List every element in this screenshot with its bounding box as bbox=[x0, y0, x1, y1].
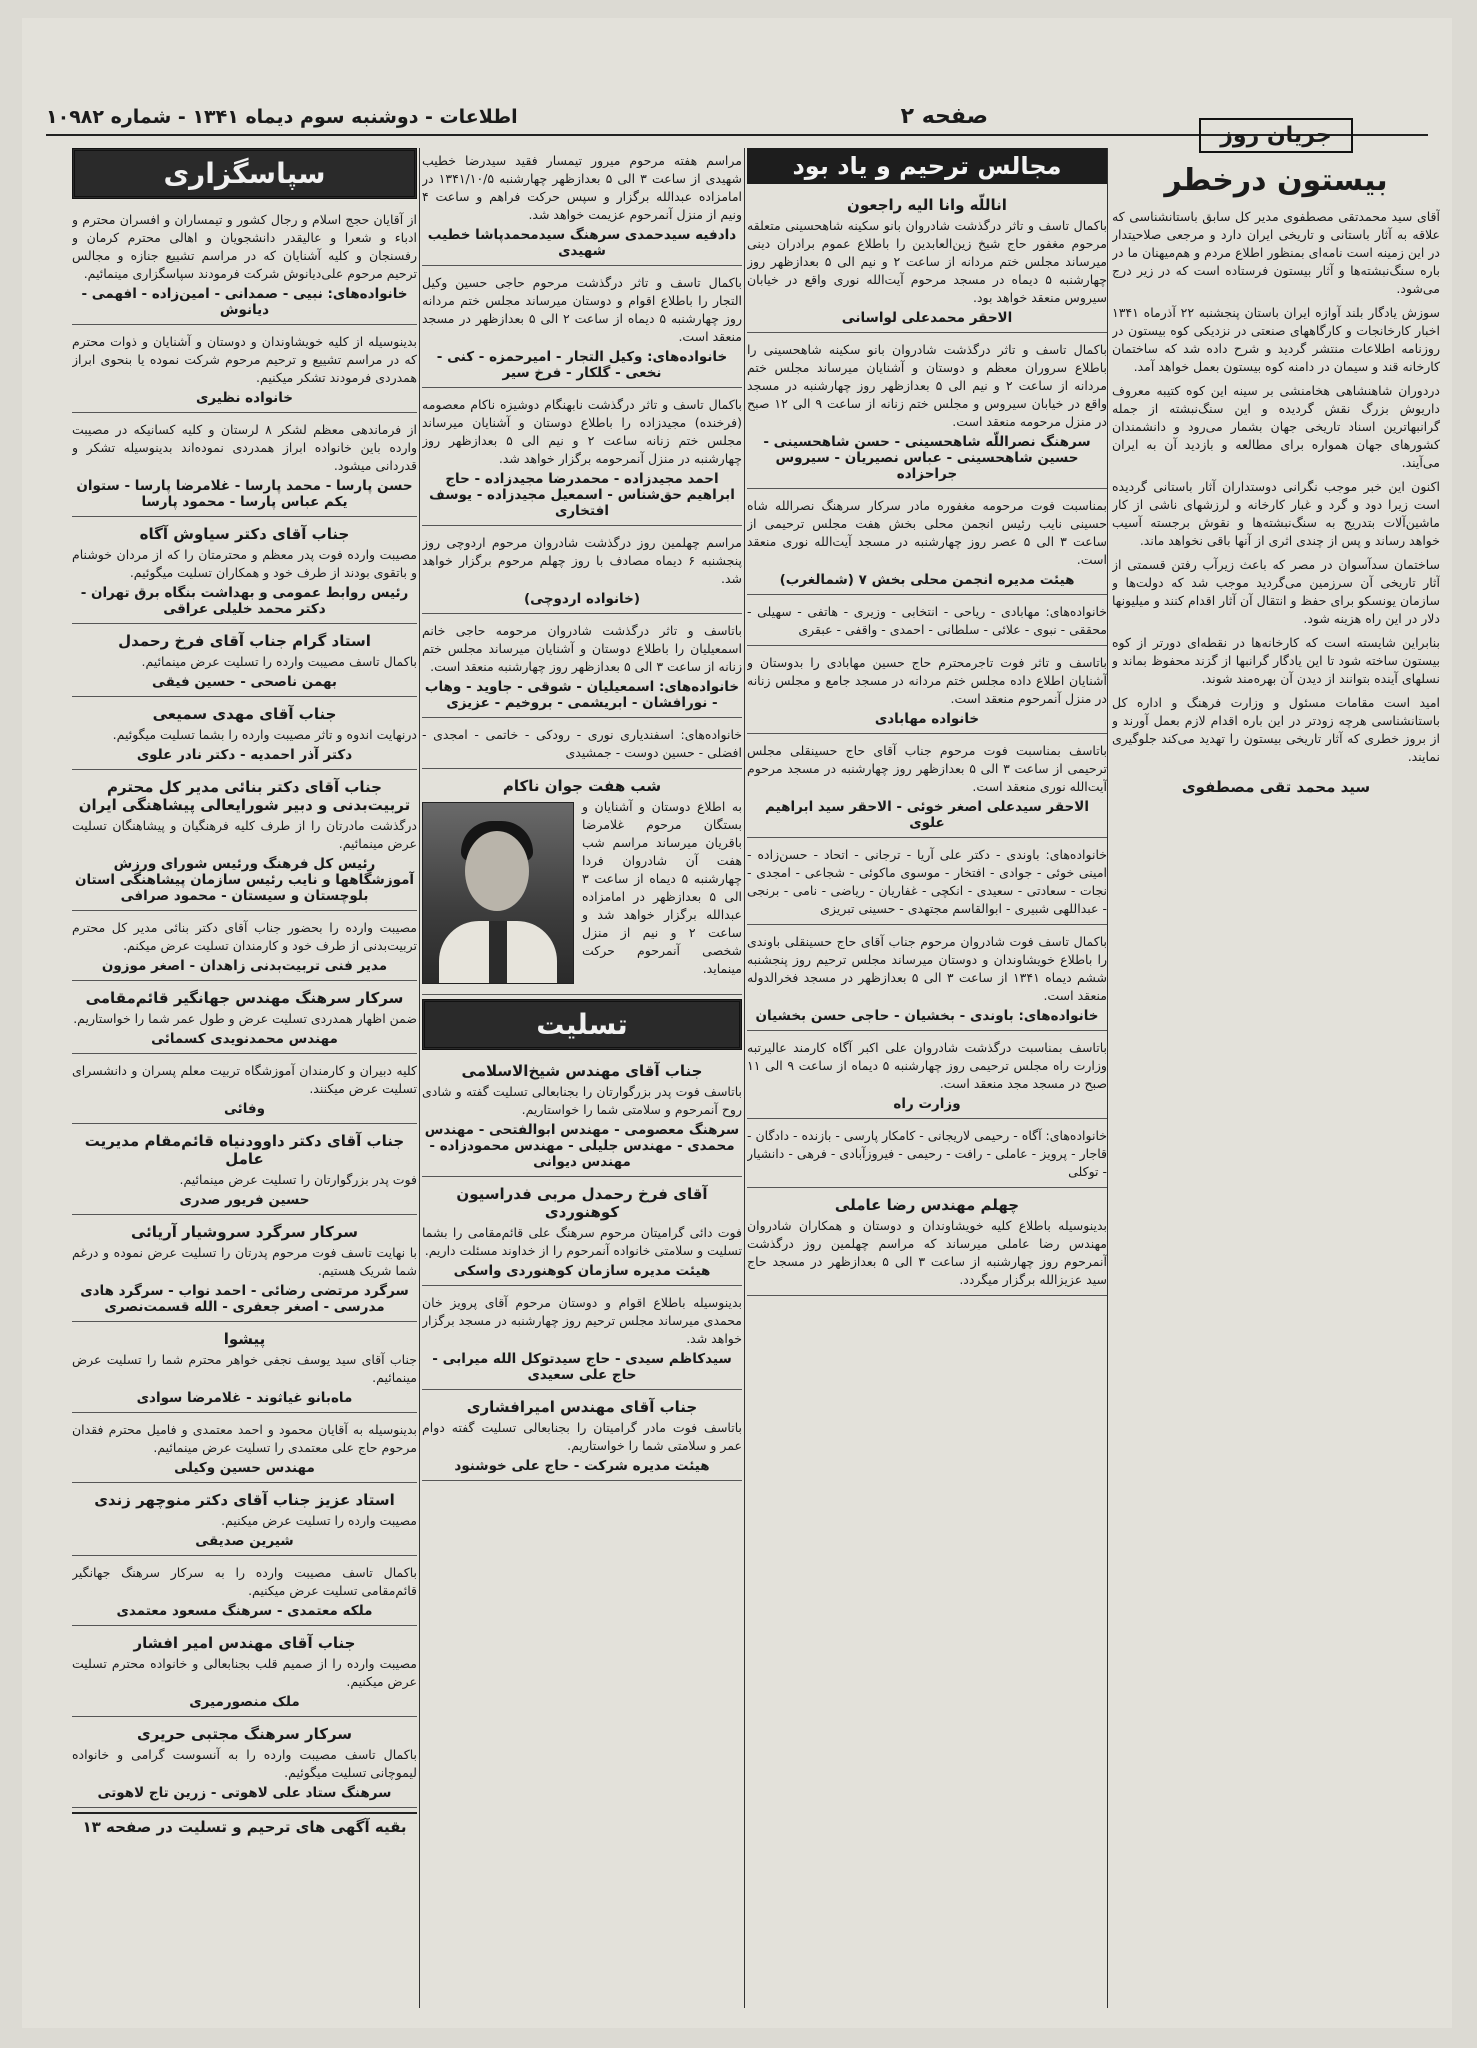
notice-item bbox=[422, 148, 742, 266]
notice-text: بمناسبت فوت مرحومه مغفوره مادر سرکار سرهنگ نصرالله شاه حسینی نایب رئیس انجمن محلی بخش هفت مجلس ترحیمی از ساعت ۳ الی ۵ عصر روز چهارشنبه در مسجد آیت‌الله نوری منعقد است. bbox=[747, 498, 1107, 567]
notice-text: باکمال تاسف و تاثر درگذشت شادروان بانو سکینه شاهحسینی متعلقه مرحوم مغفور حاج شیخ زین‌العابدین را باطلاع عموم برادران دینی میرساند مجلس ختم مردانه از ساعت ۲ و نیم الی ۵ بعدازظهر روز چهارشنبه ۵ دیماه در مسجد مرحوم آیت‌الله نوری واقع در خیابان سیروس منعقد خواهد بود. bbox=[747, 218, 1107, 305]
notice-item bbox=[747, 599, 1107, 646]
notice-signatories: سرهنگ معصومی - مهندس ابوالفتحی - مهندس محمدی - مهندس جلیلی - مهندس محمودزاده - مهندس دیوانی bbox=[424, 1122, 740, 1170]
notice-item bbox=[72, 1630, 417, 1717]
notice-text: باکمال تاسف و تاثر درگذشت نابهنگام دوشیزه ناکام معصومه (فرخنده) مجیدزاده را باطلاع دوستان و آشنایان میرساند مجلس ختم زنانه ساعت ۲ و نیم الی ۵ بعدازظهر روز چهارشنبه در منزل آنمرحومه برگزار خواهد شد. bbox=[422, 397, 742, 466]
notice-text: با نهایت تاسف فوت مرحوم پدرتان را تسلیت عرض نموده و درغم شما شریک هستیم. bbox=[72, 1245, 417, 1278]
notice-heading: جناب آقای مهندس شیخ‌الاسلامی bbox=[461, 1062, 703, 1080]
notice-item bbox=[72, 1128, 417, 1215]
notice-item bbox=[72, 1560, 417, 1626]
notice-text: مراسم هفته مرحوم میرور تیمسار فقید سیدرضا خطیب شهیدی از ساعت ۳ الی ۵ بعدازظهر چهارشنبه ۱۳۴۱/۱۰/۵ در امامزاده عبدالله برگزار و سپس حرکت فراهم و ساعت ۴ ونیم از منزل آنمرحوم عزیمت خواهد شد. bbox=[422, 153, 742, 222]
section-banner: تسلیت bbox=[422, 999, 742, 1050]
notice-heading: جناب آقای مهدی سمیعی bbox=[152, 705, 337, 723]
notice-heading: جناب آقای مهندس امیرافشاری bbox=[466, 1398, 698, 1416]
notice-item bbox=[747, 842, 1107, 925]
notice-item bbox=[72, 1721, 417, 1808]
notice-heading: سرکار سرهنگ مجتبی حریری bbox=[136, 1725, 353, 1743]
notice-item bbox=[72, 985, 417, 1054]
notice-text: مصیبت وارده را از صمیم قلب بجنابعالی و خانواده محترم تسلیت عرض میکنیم. bbox=[72, 1656, 417, 1689]
notice-signatories: خانواده‌های: وکیل التجار - امیرحمزه - کنی - نخعی - گلکار - فرخ سیر bbox=[436, 349, 728, 381]
article-paragraph: سوزش یادگار بلند آوازه ایران باستان پنجشنبه ۲۲ آذرماه ۱۳۴۱ اخبار کارخانجات و کارگاههای صنعتی در نزدیکی کوه بیستون در روزنامه اطلاعات منتشر گردید و شرح داده شد که ساختمان کارخانه قند و سیمان در دامنه کوه بیستون بعمل خواهد آمد. bbox=[1112, 305, 1440, 374]
notice-signatories: هیئت مدیره سازمان کوهنوردی واسکی bbox=[453, 1263, 711, 1279]
notice-signatories: ملک منصورمیری bbox=[189, 1694, 300, 1710]
notice-signatories: خانواده‌های: باوندی - بخشیان - حاجی حسن بخشیان bbox=[755, 1008, 1099, 1024]
notice-item bbox=[72, 207, 417, 325]
notice-text: باتاسف بمناسبت فوت مرحوم جناب آقای حاج حسینقلی مجلس ترحیمی از ساعت ۳ الی ۵ بعدازظهر روز چهارشنبه در مسجد مرحوم آیت‌الله نوری منعقد است. bbox=[747, 743, 1107, 794]
notice-heading: جناب آقای مهندس امیر افشار bbox=[133, 1634, 356, 1652]
notice-item bbox=[422, 1181, 742, 1286]
notice-text: خانواده‌های: مهابادی - ریاحی - انتخابی - وزیری - هاتفی - سهیلی - محققی - نبوی - علائی - سلطانی - احمدی - واقفی - عبقری bbox=[747, 604, 1107, 637]
notice-signatories: رئیس روابط عمومی و بهداشت بنگاه برق تهران - دکتر محمد خلیلی عراقی bbox=[80, 585, 409, 617]
notice-item bbox=[747, 493, 1107, 595]
column-rule bbox=[744, 148, 745, 2008]
notice-signatories: حسن پارسا - محمد پارسا - غلامرضا پارسا - ستوان یکم عباس پارسا - محمود پارسا bbox=[76, 478, 413, 510]
notice-heading: پیشوا bbox=[223, 1330, 266, 1348]
newspaper-page bbox=[22, 18, 1452, 2028]
notice-item bbox=[72, 915, 417, 981]
notice-text: مصیبت وارده را بحضور جناب آقای دکتر بنائی مدیر کل محترم تربیت‌بدنی از طرف خود و کارمندان تسلیت عرض میکنم. bbox=[72, 920, 417, 953]
notice-text: به اطلاع دوستان و آشنایان و بستگان مرحوم غلامرضا باقریان میرساند مراسم شب هفت آن شادروان فردا چهارشنبه ۵ دیماه از ساعت ۳ الی ۵ بعدازظهر در امامزاده عبدالله برگزار خواهد شد و ساعت ۲ و نیم از منزل شخصی آنمرحوم حرکت مینماید. bbox=[582, 799, 742, 976]
notice-heading: جناب آقای دکتر سیاوش آگاه bbox=[139, 525, 350, 543]
notice-signatories: خانواده نظیری bbox=[195, 390, 294, 406]
notice-item bbox=[72, 774, 417, 911]
notice-item bbox=[72, 329, 417, 413]
notice-signatories: الاحقر محمدعلی لواسانی bbox=[841, 310, 1013, 326]
notice-signatories: مدیر فنی تربیت‌بدنی زاهدان - اصغر موزون bbox=[101, 958, 388, 974]
notice-signatories: سیدکاظم سیدی - حاج سیدتوکل الله میرابی - حاج علی سعیدی bbox=[432, 1351, 732, 1383]
notice-item bbox=[72, 417, 417, 517]
notice-heading: سرکار سرهنگ مهندس جهانگیر قائم‌مقامی bbox=[85, 989, 404, 1007]
notice-signatories: دادفیه سیدحمدی سرهنگ سیدمحمدپاشا خطیب شهیدی bbox=[427, 227, 737, 259]
page-number: صفحه ۲ bbox=[900, 104, 988, 129]
notice-signatories: حسین فریور صدری bbox=[179, 1192, 310, 1208]
notice-text: باتاسف و تاثر فوت تاجرمحترم حاج حسین مهابادی را بدوستان و آشنایان اطلاع داده مجلس ختم مردانه در مسجد جامع و مجلس زنانه در منزل آنمرحوم منعقد است. bbox=[747, 655, 1107, 706]
notice-item bbox=[747, 929, 1107, 1031]
notice-signatories: ماه‌بانو غیاثوند - غلامرضا سوادی bbox=[136, 1390, 353, 1406]
notice-text: مصیبت وارده فوت پدر معظم و محترمتان را که از مردان خوشنام و باتقوی بودند از طرف خود و همکاران تسلیت میگوئیم. bbox=[72, 547, 417, 580]
notice-signatories: هیئت مدیره انجمن محلی بخش ۷ (شمالغرب) bbox=[779, 572, 1075, 588]
notice-heading: استاد عزیز جناب آقای دکتر منوچهر زندی bbox=[94, 1491, 395, 1509]
notice-text: باکمال تاسف مصیبت وارده را تسلیت عرض مینمائیم. bbox=[141, 654, 417, 669]
notice-text: کلیه دبیران و کارمندان آموزشگاه تربیت معلم پسران و دانشسرای تسلیت عرض میکنند. bbox=[72, 1063, 417, 1096]
notice-text: باکمال تاسف و تاثر درگذشت شادروان بانو سکینه شاهحسینی را باطلاع سروران معظم و دوستان و آشنایان میرساند مجلس ختم مردانه از ساعت ۲ و نیم الی ۵ بعدازظهر روز چهارشنبه در مسجد واقع در خیابان سیروس و مجلس ختم زنانه از ساعت ۹ الی ۱۲ صبح در منزل مرحومه منعقد است. bbox=[747, 342, 1107, 429]
notice-text: فوت پدر بزرگوارتان را تسلیت عرض مینمائیم. bbox=[179, 1172, 417, 1187]
column-notices bbox=[422, 148, 742, 2008]
section-title: جریان روز bbox=[1199, 118, 1353, 153]
notice-item bbox=[72, 1219, 417, 1322]
notice-item bbox=[422, 1058, 742, 1177]
notice-text: باتاسف فوت مادر گرامیتان را بجنابعالی تسلیت گفته دوام عمر و سلامتی شما را خواستاریم. bbox=[422, 1420, 742, 1453]
notice-list bbox=[422, 148, 742, 995]
notice-heading: جناب آقای دکتر داوودنیاه قائم‌مقام مدیریت عامل bbox=[84, 1132, 405, 1168]
notice-signatories: ملکه معتمدی - سرهنگ مسعود معتمدی bbox=[116, 1603, 373, 1619]
article-paragraph: دردوران شاهنشاهی هخامنشی بر سینه این کوه کتیبه معروف داریوش بزرگ نقش گردیده و این سنگ‌نبشته از جمله گرانبهاترین اسناد تاریخی جهان بشمار می‌رود و دانشمندان کشورهای جهان همواره برای مطالعه و بازدید آن به ایران می‌آیند. bbox=[1112, 383, 1440, 470]
notice-item bbox=[422, 722, 742, 769]
notice-signatories: سرهنگ ستاد علی لاهوتی - زرین تاج لاهوتی bbox=[97, 1785, 392, 1801]
notice-signatories: مهندس محمدنویدی کسمائی bbox=[151, 1031, 338, 1047]
notice-signatories: (خانواده اردوچی) bbox=[523, 591, 640, 607]
notice-signatories: دکتر آذر احمدیه - دکتر نادر علوی bbox=[136, 747, 353, 763]
notice-item bbox=[72, 1487, 417, 1556]
article-headline: بیستون درخطر bbox=[1164, 163, 1388, 198]
notice-list bbox=[747, 192, 1107, 1296]
notice-text: باتاسف و تاثر درگذشت شادروان مرحومه حاجی خانم اسمعیلیان را باطلاع دوستان و آشنایان میرساند مجلس ختم زنانه از ساعت ۳ الی ۵ بعدازظهر روز چهارشنبه منعقد است. bbox=[422, 623, 742, 674]
notice-item bbox=[422, 618, 742, 718]
notice-heading: آقای فرخ رحمدل مربی فدراسیون کوهنوردی bbox=[456, 1185, 708, 1221]
article-paragraph: آقای سید محمدتقی مصطفوی مدیر کل سابق باستانشناسی که علاقه به آثار باستانی و تاریخی ایران دارد و مرجعی صلاحیتدار در این زمینه است نامه‌ای بمنظور اطلاع مردم و هم‌میهنان ما در باره سنگ‌نبشته‌ها و آثار بیستون فرستاده است که در زیر درج می‌شود. bbox=[1112, 209, 1440, 296]
column-rule bbox=[1107, 148, 1108, 2008]
notice-item bbox=[422, 773, 742, 995]
notice-text: جناب آقای سید یوسف نجفی خواهر محترم شما را تسلیت عرض مینمائیم. bbox=[72, 1352, 417, 1385]
notice-signatories: وفائی bbox=[223, 1101, 266, 1117]
notice-text: باکمال تاسف مصیبت وارده را به آنسوست گرامی و خانواده لیموچانی تسلیت میگوئیم. bbox=[72, 1747, 417, 1780]
notice-signatories: رئیس کل فرهنگ ورئیس شورای ورزش آموزشگاهها و نایب رئیس سازمان پیشاهنگی استان بلوچستان و سیستان - محمود صرافی bbox=[74, 856, 415, 904]
notice-item bbox=[72, 701, 417, 770]
notice-item bbox=[72, 628, 417, 697]
notice-item bbox=[72, 521, 417, 624]
notice-text: باکمال تاسف مصیبت وارده را به سرکار سرهنگ جهانگیر قائم‌مقامی تسلیت عرض میکنیم. bbox=[72, 1565, 417, 1598]
notice-item bbox=[422, 392, 742, 526]
notice-signatories: احمد مجیدزاده - محمدرضا مجیدزاده - حاج ابراهیم حق‌شناس - اسمعیل مجیدزاده - یوسف افتخاری bbox=[429, 471, 735, 519]
notice-heading: استاد گرام جناب آقای فرخ رحمدل bbox=[118, 632, 371, 650]
notice-text: از فرماندهی معظم لشکر ۸ لرستان و کلیه کسانیکه در مصیبت وارده باین خانواده ابراز همدردی نموده‌اند بدینوسیله تشکر و قدردانی میشود. bbox=[72, 422, 417, 473]
notice-item bbox=[422, 1290, 742, 1390]
notice-text: درنهایت اندوه و تاثر مصیبت وارده را بشما تسلیت میگوئیم. bbox=[112, 727, 417, 742]
notice-heading: شب هفت جوان ناکام bbox=[502, 777, 662, 795]
condolence-list bbox=[422, 1058, 742, 1481]
notice-item bbox=[747, 738, 1107, 838]
article-paragraph: ساختمان سدآسوان در مصر که باعث زیرآب رفتن قسمتی از آثار تاریخی آن سرزمین می‌گردید موجب شد که دولت‌ها و سازمان یونسکو برای حفظ و انتقال آن آثار اقدام کنند و میلیونها دلار در این راه هزینه شود. bbox=[1112, 557, 1440, 626]
notice-signatories: شیرین صدیقی bbox=[195, 1533, 294, 1549]
notice-text: بدینوسیله باطلاع کلیه خویشاوندان و دوستان و همکاران شادروان مهندس رضا عاملی میرساند که مراسم چهلمین روز درگذشت آنمرحوم روز چهارشنبه از ساعت ۳ الی ۵ بعدازظهر در مسجد حاج سید عزیزالله برگزار میگردد. bbox=[747, 1218, 1107, 1287]
article-paragraph: اکنون این خبر موجب نگرانی دوستداران آثار باستانی گردیده است زیرا دود و گرد و غبار کارخانه و لرزشهای ناشی از کار ماشین‌آلات بتدریج به سنگ‌نبشته‌ها و نقوش برجسته آسیب خواهد رساند و پس از چندی اثری از آنها باقی نخواهد ماند. bbox=[1112, 479, 1440, 548]
column-thanks bbox=[72, 148, 417, 2008]
notice-text: مراسم چهلمین روز درگذشت شادروان مرحوم اردوچی روز پنجشنبه ۶ دیماه مصادف با روز چهلم مرحوم برگزار خواهد شد. bbox=[422, 535, 742, 586]
section-banner: سپاسگزاری bbox=[72, 148, 417, 199]
notice-signatories: سرهنگ نصراللّه شاهحسینی - حسن شاهحسینی - حسین شاهحسینی - عباس نصیریان - سیروس جراحزاده bbox=[763, 434, 1091, 482]
column-memorials bbox=[747, 148, 1107, 2008]
column-jarian-ruz bbox=[1112, 118, 1440, 2018]
notice-text: ضمن اظهار همدردی تسلیت عرض و طول عمر شما را خواستاریم. bbox=[73, 1011, 417, 1026]
notice-text: باکمال تاسف و تاثر درگذشت مرحوم حاجی حسین وکیل التجار را باطلاع اقوام و دوستان میرساند مجلس ختم مردانه روز چهارشنبه ۵ دیماه از ساعت ۲ الی ۵ بعدازظهر در مسجد منعقد است. bbox=[422, 275, 742, 344]
notice-list bbox=[72, 207, 417, 1808]
notice-item bbox=[72, 1326, 417, 1413]
notice-signatories: وزارت راه bbox=[893, 1096, 961, 1112]
notice-text: درگذشت مادرتان را از طرف کلیه فرهنگیان و پیشاهنگان تسلیت عرض مینمائیم. bbox=[72, 818, 417, 851]
article-paragraph: بنابراین شایسته است که کارخانه‌ها در نقطه‌ای دورتر از کوه بیستون ساخته شود تا این یادگار گرانبها از گزند محفوظ بماند و نسلهای آینده بتوانند از دیدن آن بهره‌مند شوند. bbox=[1112, 635, 1440, 686]
notice-text: خانواده‌های: باوندی - دکتر علی آریا - ترجانی - اتحاد - حسن‌زاده - امینی خوئی - جوادی - افتخار - موسوی ماکوئی - شجاعی - امجدی - نجات - سعادتی - سعیدی - انکچی - غفاریان - ریاضی - نامی - برنجی - عبداللهی شبیری - ابوالقاسم مجتهدی - حسینی تبریزی bbox=[747, 847, 1107, 916]
column-rule bbox=[419, 148, 420, 2008]
notice-text: بدینوسیله از کلیه خویشاوندان و دوستان و آشنایان و ذوات محترم که در مراسم تشییع و ترحیم مرحوم شرکت نموده یا بنحوی ابراز همدردی فرمودند تشکر میکنیم. bbox=[72, 334, 417, 385]
notice-signatories: الاحقر سیدعلی اصغر خوئی - الاحقر سید ابراهیم علوی bbox=[765, 799, 1089, 831]
article-paragraph: امید است مقامات مسئول و وزارت فرهنگ و اداره کل باستانشناسی هرچه زودتر در این باره اقدام لازم بعمل آورند و از بروز خطری که آثار تاریخی بیستون را تهدید می‌کند جلوگیری نمایند. bbox=[1112, 695, 1440, 764]
section-banner: مجالس ترحیم و یاد بود bbox=[747, 148, 1107, 184]
article-body bbox=[1112, 208, 1440, 766]
notice-item bbox=[747, 1123, 1107, 1188]
notice-text: بدینوسیله باطلاع اقوام و دوستان مرحوم آقای پرویز خان محمدی میرساند مجلس ترحیم روز چهارشنبه در مسجد برگزار خواهد شد. bbox=[422, 1295, 742, 1346]
notice-text: مصیبت وارده را تسلیت عرض میکنیم. bbox=[221, 1513, 417, 1528]
notice-heading: سرکار سرگرد سروشیار آریائی bbox=[131, 1223, 358, 1241]
portrait-photo bbox=[422, 802, 574, 984]
notice-text: خانواده‌های: آگاه - رحیمی لاریجانی - کامکار پارسی - بازنده - دادگان - قاجار - پرویز - عاملی - رافت - رحیمی - فیروزآبادی - فرهی - دانشیار - توکلی bbox=[747, 1128, 1107, 1179]
notice-heading: جناب آقای دکتر بنائی مدیر کل محترم تربیت‌بدنی و دبیر شورایعالی پیشاهنگی ایران bbox=[78, 778, 411, 814]
continuation-note: بقیه آگهی های ترحیم و تسلیت در صفحه ۱۳ bbox=[72, 1812, 417, 1836]
notice-item bbox=[72, 1417, 417, 1483]
notice-text: فوت دائی گرامیتان مرحوم سرهنگ علی قائم‌مقامی را بشما تسلیت و سلامتی خانواده آنمرحوم را از خداوند مسئلت داریم. bbox=[422, 1225, 742, 1258]
notice-signatories: خانواده‌های: اسمعیلیان - شوقی - جاوید - وهاب - نورافشان - ابریشمی - بروخیم - عزیزی bbox=[424, 679, 740, 711]
notice-text: باتاسف فوت پدر بزرگوارتان را بجنابعالی تسلیت گفته و شادی روح آنمرحوم و سلامتی شما را خواستاریم. bbox=[422, 1084, 742, 1117]
notice-item bbox=[747, 650, 1107, 734]
notice-item bbox=[747, 1192, 1107, 1296]
notice-heading: اناللّه وانا الیه راجعون bbox=[847, 196, 1007, 214]
notice-signatories: خانواده‌های: نبیی - صمدانی - امین‌زاده - افهمی - دیانوش bbox=[81, 286, 408, 318]
notice-item bbox=[72, 1058, 417, 1124]
notice-text: بدینوسیله به آقایان محمود و احمد معتمدی و فامیل محترم فقدان مرحوم حاج علی معتمدی را تسلیت عرض مینمائیم. bbox=[72, 1422, 417, 1455]
notice-text: خانواده‌های: اسفندیاری نوری - رودکی - خاتمی - امجدی - افضلی - حسین دوست - جمشیدی bbox=[422, 727, 742, 760]
notice-signatories: هیئت مدیره شرکت - حاج علی خوشنود bbox=[454, 1458, 710, 1474]
notice-item bbox=[422, 530, 742, 614]
notice-signatories: خانواده مهابادی bbox=[874, 711, 980, 727]
notice-item bbox=[747, 1035, 1107, 1119]
notice-signatories: سرگرد مرتضی رضائی - احمد نواب - سرگرد هادی مدرسی - اصغر جعفری - الله قسمت‌نصری bbox=[80, 1283, 409, 1315]
notice-text: باکمال تاسف فوت شادروان مرحوم جناب آقای حاج حسینقلی باوندی را باطلاع خویشاوندان و دوستان میرساند مجلس ترحیم روز پنجشنبه ششم دیماه ۱۳۴۱ از ساعت ۳ الی ۵ بعدازظهر در مسجد فخرالدوله منعقد است. bbox=[747, 934, 1107, 1003]
notice-text: باتاسف بمناسبت درگذشت شادروان علی اکبر آگاه کارمند عالیرتبه وزارت راه مجلس ترحیمی روز چهارشنبه ۵ دیماه از ساعت ۹ الی ۱۱ صبح در مسجد مجد منعقد است. bbox=[747, 1040, 1107, 1091]
notice-signatories: مهندس حسین وکیلی bbox=[174, 1460, 315, 1476]
notice-item bbox=[747, 192, 1107, 333]
notice-item bbox=[422, 270, 742, 388]
notice-signatories: بهمن ناصحی - حسین فیقی bbox=[151, 674, 337, 690]
notice-item bbox=[422, 1394, 742, 1481]
notice-item bbox=[747, 337, 1107, 489]
article-signature: سید محمد تقی مصطفوی bbox=[1181, 778, 1371, 796]
issue-info: اطلاعات - دوشنبه سوم دیماه ۱۳۴۱ - شماره ۱۰۹۸۲ bbox=[46, 106, 518, 128]
notice-text: از آقایان حجج اسلام و رجال کشور و تیمساران و افسران محترم و ادباء و شعرا و عالیقدر دانشجویان و اهالی محترم کرمان و رفسنجان و کلیه آشنایان که در مراسم تشییع جنازه و مجالس ترحیم مرحوم علی‌دیانوش شرکت فرمودند سپاسگزاری مینمائیم. bbox=[72, 212, 417, 281]
notice-heading: چهلم مهندس رضا عاملی bbox=[834, 1196, 1020, 1214]
